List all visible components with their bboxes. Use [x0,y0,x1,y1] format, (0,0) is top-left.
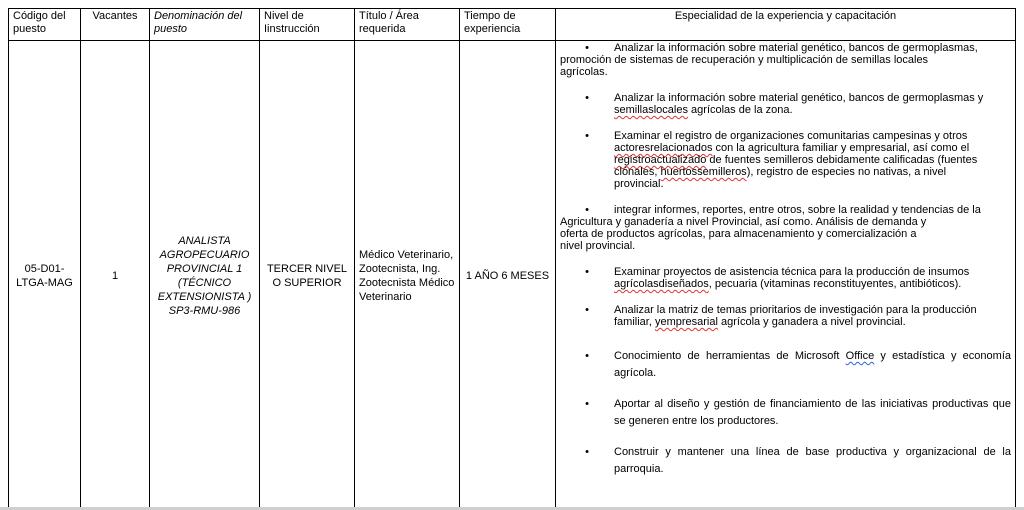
bullet-icon: • [585,304,589,316]
bullet-icon: • [585,204,589,216]
table-header-row [9,9,1016,41]
spec-item-6: • Analizar la matriz de temas prioritarios de investigación para la producción familiar, yempresarial agrícola y ganadera a nivel provincial. [560,304,1011,328]
cell-nivel: TERCER NIVEL O SUPERIOR [260,41,355,510]
table-row [9,41,1016,510]
cell-especialidad [556,41,1016,510]
cell-denominacion: ANALISTA AGROPECUARIO PROVINCIAL 1 (TÉCNICO EXTENSIONISTA ) SP3-RMU-986 [150,41,260,510]
bullet-icon: • [585,130,589,142]
spec-item-4: • integrar informes, reportes, entre otros, sobre la realidad y tendencias de la Agricultura y ganadería a nivel Provincial, así como. Análisis de demanda y oferta de productos agrícolas, para almacenamiento y comercialización a nivel provincial. [560,204,981,252]
bullet-icon: • [585,350,589,362]
bullet-icon: • [585,446,589,458]
spec-item-8: • Aportar al diseño y gestión de financiamiento de las iniciativas productivas que se generen entre los productores. [560,396,1011,430]
cell-titulo: Médico Veterinario, Zootecnista, Ing. Zootecnista Médico Veterinario [355,41,460,510]
header-nivel: Nivel de Iinstrucción [260,9,355,41]
spec-item-1: • Analizar la información sobre material genético, bancos de germoplasmas, promoción de sistemas de recuperación y multiplicación de semillas locales agrícolas. [560,42,978,78]
bullet-icon: • [585,92,589,104]
cell-vacantes: 1 [81,41,150,510]
bullet-icon: • [585,42,589,54]
header-especialidad: Especialidad de la experiencia y capacitación [556,9,1016,41]
job-requirements-table [8,8,1016,510]
spec-item-5: • Examinar proyectos de asistencia técnica para la producción de insumos agrícolasdiseñados, pecuaria (vitaminas reconstituyentes, antibióticos). [560,266,1011,290]
header-vacantes: Vacantes [81,9,150,41]
header-tiempo: Tiempo de experiencia [460,9,556,41]
spec-item-7: • Conocimiento de herramientas de Microsoft Office y estadística y economía agrícola. [560,348,1011,382]
header-codigo: Código del puesto [9,9,81,41]
cell-tiempo: 1 AÑO 6 MESES [460,41,556,510]
cell-codigo: 05-D01-LTGA-MAG [9,41,81,510]
header-titulo: Título / Área requerida [355,9,460,41]
spec-item-2: • Analizar la información sobre material genético, bancos de germoplasmas y semillaslocales agrícolas de la zona. [560,92,1011,116]
header-denominacion: Denominación del puesto [150,9,260,41]
spec-item-3: • Examinar el registro de organizaciones comunitarias campesinas y otros actoresrelacionados con la agricultura familiar y empresarial, así como el registroactualizado de fuentes semilleros debidamente calificadas (fuentes clónales, huertossemilleros), registro de especies no nativas, a nivel provincial. [560,130,1011,190]
spec-item-9: • Construir y mantener una línea de base productiva y organizacional de la parroquia. [560,444,1011,478]
bullet-icon: • [585,266,589,278]
bullet-icon: • [585,398,589,410]
